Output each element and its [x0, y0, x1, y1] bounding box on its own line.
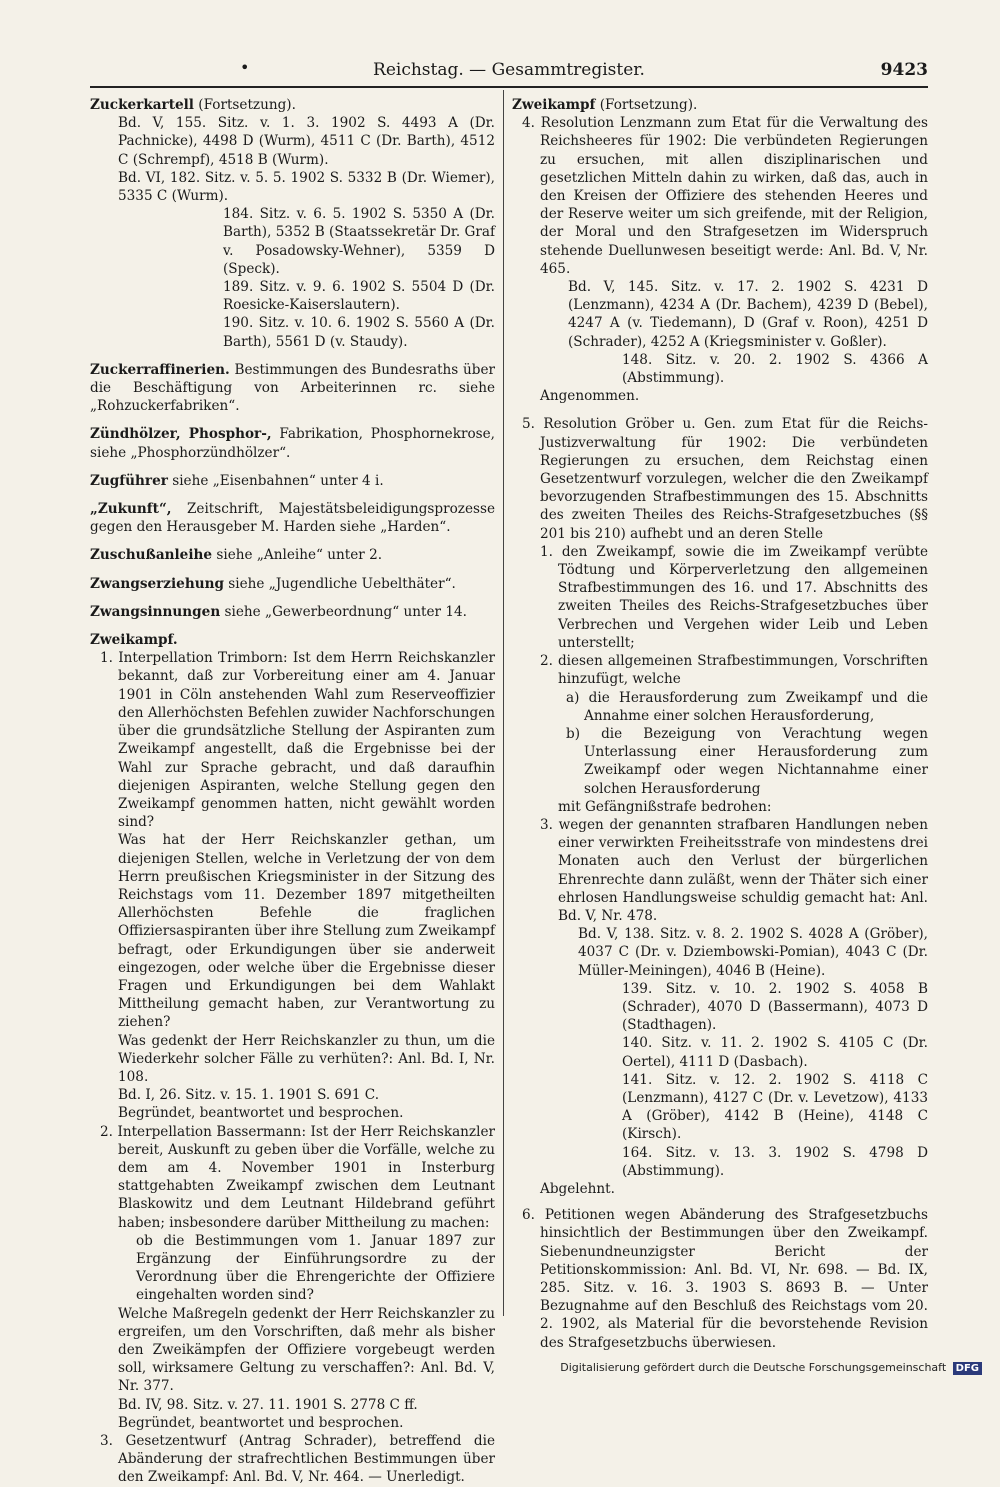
column-divider — [503, 90, 504, 1316]
entry-zukunft: „Zukunft“, Zeitschrift, Majestätsbeleidigungsprozesse gegen den Herausgeber M. Harden siehe „Harden“. — [90, 501, 495, 536]
dfg-logo: DFG — [953, 1362, 982, 1375]
page-header — [90, 58, 928, 88]
citation: 184. Sitz. v. 6. 5. 1902 S. 5350 A (Dr. Barth), 5352 B (Staatssekretär Dr. Graf v. Posadowsky-Wehner), 5359 D (Speck). — [223, 206, 495, 277]
entry-zwangserziehung: Zwangserziehung siehe „Jugendliche Uebelthäter“. — [90, 575, 456, 592]
left-column — [90, 96, 495, 1487]
footer-credit: Digitalisierung gefördert durch die Deutsche Forschungsgemeinschaft DFG — [560, 1361, 982, 1375]
entry-zuckerkartell: Zuckerkartell (Fortsetzung). Bd. V, 155. Sitz. v. 1. 3. 1902 S. 4493 A (Dr. Pachnicke), 4498 D (Wurm), 4511 C (Dr. Barth), 4512 C (Schrempf), 4518 B (Wurm). Bd. VI, 182. Sitz. v. 5. 5. 1902 S. 5332 B (Dr. Wiemer), 5335 C (Wurm). 184. Sitz. v. 6. 5. 1902 S. 5350 A (Dr. Barth), 5352 B (Staatssekretär Dr. Graf v. Posadowsky-Wehner), 5359 D (Speck). 189. Sitz. v. 9. 6. 1902 S. 5504 D (Dr. Roesicke-Kaiserslautern). 190. Sitz. v. 10. 6. 1902 S. 5560 A (Dr. Barth), 5561 D (v. Staudy). — [90, 97, 495, 350]
entry-zuschussanleihe: Zuschußanleihe siehe „Anleihe“ unter 2. — [90, 547, 383, 564]
citation: Bd. V, 155. Sitz. v. 1. 3. 1902 S. 4493 A (Dr. Pachnicke), 4498 D (Wurm), 4511 C (Dr. Barth), 4512 C (Schrempf), 4518 B (Wurm). — [118, 115, 495, 168]
entry-zuckerraffinerien: Zuckerraffinerien. Bestimmungen des Bundesraths über die Beschäftigung von Arbeiterinnen rc. siehe „Rohzuckerfabriken“. — [90, 361, 495, 415]
right-column: Zweikampf (Fortsetzung). 4. Resolution Lenzmann zum Etat für die Verwaltung des Reichsheeres für 1902: Die verbündeten Regierungen zu ersuchen, mit allen disziplinarischen und gesetzlichen Mitteln dahin zu wirken, daß das, auch in den Kreisen der Offiziere des stehenden Heeres und der Reserve weiter um sich greifende, mit der Religion, der Moral und den Strafgesetzen im Widerspruch stehende Duellunwesen beseitigt werde: Anl. Bd. V, Nr. 465. Bd. V, 145. Sitz. v. 17. 2. 1902 S. 4231 D (Lenzmann), 4234 A (Dr. Bachem), 4239 D (Bebel), 4247 A (v. Tiedemann), D (Graf v. Roon), 4251 D (Schrader), 4252 A (Kriegsminister v. Goßler). 148. Sitz. v. 20. 2. 1902 S. 4366 A (Abstimmung). Angenommen. 5. Resolution Gröber u. Gen. zum Etat für die Reichs-Justizverwaltung für 1902: Die verbündeten Regierungen zu ersuchen, dem Reichstag einen Gesetzentwurf vorzulegen, welcher die den Zweikampf bevorzugenden Strafbestimmungen des 15. Abschnitts des zweiten Theiles des Reichs-Strafgesetzbuches (§§ 201 bis 210) aufhebt und an deren Stelle 1. den Zweikampf, sowie die im Zweikampf verübte Tödtung und Körperverletzung den allgemeinen Strafbestimmungen des 16. und 17. Abschnitts des zweiten Theiles des Reichs-Strafgesetzbuches über Verbrechen und Vergehen wider Leib und Leben unterstellt; 2. diesen allgemeinen Strafbestimmungen, Vorschriften hinzufügt, welche a) die Herausforderung zum Zweikampf und die Annahme einer solchen Herausforderung, b) die Bezeigung von Verachtung wegen Unterlassung einer Herausforderung zum Zweikampf oder wegen Nichtannahme einer solchen Herausforderung mit Gefängnißstrafe bedrohen: 3. wegen der genannten strafbaren Handlungen neben einer verwirkten Freiheitsstrafe von mindestens drei Monaten auch den Verlust der bürgerlichen Ehrenrechte dann zuläßt, wenn der Thäter sich einer ehrlosen Handlungsweise schuldig gemacht hat: Anl. Bd. V, Nr. 478. Bd. V, 138. Sitz. v. 8. 2. 1902 S. 4028 A (Gröber), 4037 C (Dr. v. Dziembowski-Pomian), 4043 C (Dr. Müller-Meiningen), 4046 B (Heine). 139. Sitz. v. 10. 2. 1902 S. 4058 B (Schrader), 4070 D (Bassermann), 4073 D (Stadthagen). 140. Sitz. v. 11. 2. 1902 S. 4105 C (Dr. Oertel), 4111 D (Dasbach). 141. Sitz. v. 12. 2. 1902 S. 4118 C (Lenzmann), 4127 C (Dr. v. Levetzow), 4133 A (Gröber), 4142 B (Heine), 4148 C (Kirsch). 164. Sitz. v. 13. 3. 1902 S. 4798 D (Abstimmung). Abgelehnt. 6. Petitionen wegen Abänderung des Strafgesetzbuchs hinsichtlich der Bestimmungen über den Zweikampf. Siebenundneunzigster Bericht der Petitionskommission: Anl. Bd. VI, Nr. 698. — Bd. IX, 285. Sitz. v. 16. 3. 1903 S. 8693 B. — Unter Bezugnahme auf den Beschluß des Reichstags vom 20. 2. 1902, als Material für die bevorstehende Revision des Strafgesetzbuchs überwiesen. — [512, 97, 928, 1351]
entry-zwangsinnungen: Zwangsinnungen siehe „Gewerbeordnung“ unter 14. — [90, 603, 467, 620]
header-dot: • — [240, 58, 250, 77]
item-interpellation-bassermann: 2. Interpellation Bassermann: Ist der Herr Reichskanzler bereit, Auskunft zu geben über die Vorfälle, welche zu dem am 4. November 1901 in Insterburg stattgehabten Zweikampf zwischen dem Leutnant Blaskowitz und dem Leutnant Hildebrand geführt haben; insbesondere darüber Mittheilung zu machen: — [100, 1123, 495, 1231]
item-interpellation-trimborn: 1. Interpellation Trimborn: Ist dem Herrn Reichskanzler bekannt, daß zur Vorbereitung einer am 4. Januar 1901 in Cöln anstehenden Wahl zum Reserveoffizier den Allerhöchsten Befehlen zuwider Nachforschungen über die grundsätzliche Stellung der Aspiranten zum Zweikampf angestellt, daß die Ergebnisse bei der Wahl zur Sprache gebracht, und daß daraufhin diejenigen Aspiranten, welche Stellung gegen den Zweikampf genommen hatten, nicht gewählt worden sind? — [100, 650, 495, 831]
item-gesetzentwurf: 3. Gesetzentwurf (Antrag Schrader), betreffend die Abänderung der strafrechtlichen Bestimmungen über den Zweikampf: Anl. Bd. V, Nr. 464. — Unerledigt. — [100, 1433, 495, 1486]
item-resolution-groeber: 5. Resolution Gröber u. Gen. zum Etat für die Reichs-Justizverwaltung für 1902: Die verbündeten Regierungen zu ersuchen, dem Reichstag einen Gesetzentwurf vorzulegen, welcher die den Zweikampf bevorzugenden Strafbestimmungen des 15. Abschnitts des zweiten Theiles des Reichs-Strafgesetzbuches (§§ 201 bis 210) aufhebt und an deren Stelle — [522, 416, 928, 542]
entry-heading: Zuckerkartell — [90, 97, 194, 113]
entry-zugfuehrer: Zugführer siehe „Eisenbahnen“ unter 4 i. — [90, 472, 384, 489]
entry-zweikampf: Zweikampf. 1. Interpellation Trimborn: Ist dem Herrn Reichskanzler bekannt, daß zur Vorbereitung einer am 4. Januar 1901 in Cöln anstehenden Wahl zum Reserveoffizier den Allerhöchsten Befehlen zuwider Nachforschungen über die grundsätzliche Stellung der Aspiranten zum Zweikampf angestellt, daß die Ergebnisse bei der Wahl zur Sprache gebracht, und daß daraufhin diejenigen Aspiranten, welche Stellung gegen den Zweikampf genommen hatten, nicht gewählt worden sind? Was hat der Herr Reichskanzler gethan, um diejenigen Stellen, welche in Verletzung der von dem Herrn preußischen Kriegsminister in der Sitzung des Reichstags vom 11. Dezember 1897 mitgetheilten Allerhöchsten Befehle die fraglichen Offiziersaspiranten über ihre Stellung zum Zweikampf befragt, oder Erkundigungen über sie anderweit eingezogen, oder welche über die Ergebnisse dieser Fragen und Erkundigungen bei dem Wahlakt Mittheilung gemacht haben, zur Verantwortung zu ziehen? Was gedenkt der Herr Reichskanzler zu thun, um die Wiederkehr solcher Fälle zu verhüten?: Anl. Bd. I, Nr. 108. Bd. I, 26. Sitz. v. 15. 1. 1901 S. 691 C. Begründet, beantwortet und besprochen. 2. Interpellation Bassermann: Ist der Herr Reichskanzler bereit, Auskunft zu geben über die Vorfälle, welche zu dem am 4. November 1901 in Insterburg stattgehabten Zweikampf zwischen dem Leutnant Blaskowitz und dem Leutnant Hildebrand geführt haben; insbesondere darüber Mittheilung zu machen: ob die Bestimmungen vom 1. Januar 1897 zur Ergänzung der Einführungsordre zu der Verordnung über die Ehrengerichte der Offiziere eingehalten worden sind? Welche Maßregeln gedenkt der Herr Reichskanzler zu ergreifen, um den Vorschriften, daß mehr als bisher den Zweikämpfen der Offiziere vorgebeugt werden soll, wirksamere Geltung zu verschaffen?: Anl. Bd. V, Nr. 377. Bd. IV, 98. Sitz. v. 27. 11. 1901 S. 2778 C ff. Begründet, beantwortet und besprochen. 3. Gesetzentwurf (Antrag Schrader), betreffend die Abänderung der strafrechtlichen Bestimmungen über den Zweikampf: Anl. Bd. V, Nr. 464. — Unerledigt. — [90, 632, 495, 1486]
entry-heading: Zweikampf — [512, 97, 596, 113]
citation: Bd. VI, 182. Sitz. v. 5. 5. 1902 S. 5332 B (Dr. Wiemer), 5335 C (Wurm). — [118, 169, 495, 205]
running-title: Reichstag. — Gesammtregister. — [373, 60, 645, 80]
citation: 190. Sitz. v. 10. 6. 1902 S. 5560 A (Dr. Barth), 5561 D (v. Staudy). — [223, 315, 495, 350]
citation: 189. Sitz. v. 9. 6. 1902 S. 5504 D (Dr. Roesicke-Kaiserslautern). — [223, 279, 495, 314]
item-petitionen: 6. Petitionen wegen Abänderung des Strafgesetzbuchs hinsichtlich der Bestimmungen über den Zweikampf. Siebenundneunzigster Bericht der Petitionskommission: Anl. Bd. VI, Nr. 698. — Bd. IX, 285. Sitz. v. 16. 3. 1903 S. 8693 B. — Unter Bezugnahme auf den Beschluß des Reichstags vom 20. 2. 1902, als Material für die bevorstehende Revision des Strafgesetzbuchs überwiesen. — [522, 1207, 928, 1351]
item-resolution-lenzmann: 4. Resolution Lenzmann zum Etat für die Verwaltung des Reichsheeres für 1902: Die verbündeten Regierungen zu ersuchen, mit allen disziplinarischen und gesetzlichen Mitteln dahin zu wirken, daß das, auch in den Kreisen der Offiziere des stehenden Heeres und der Reserve weiter um sich greifende, mit der Religion, der Moral und den Strafgesetzen im Widerspruch stehende Duellunwesen beseitigt werde: Anl. Bd. V, Nr. 465. — [522, 115, 928, 277]
page-number: 9423 — [880, 60, 928, 80]
entry-zuendhoelzer: Zündhölzer, Phosphor-, Fabrikation, Phosphornekrose, siehe „Phosphorzündhölzer“. — [90, 426, 495, 461]
